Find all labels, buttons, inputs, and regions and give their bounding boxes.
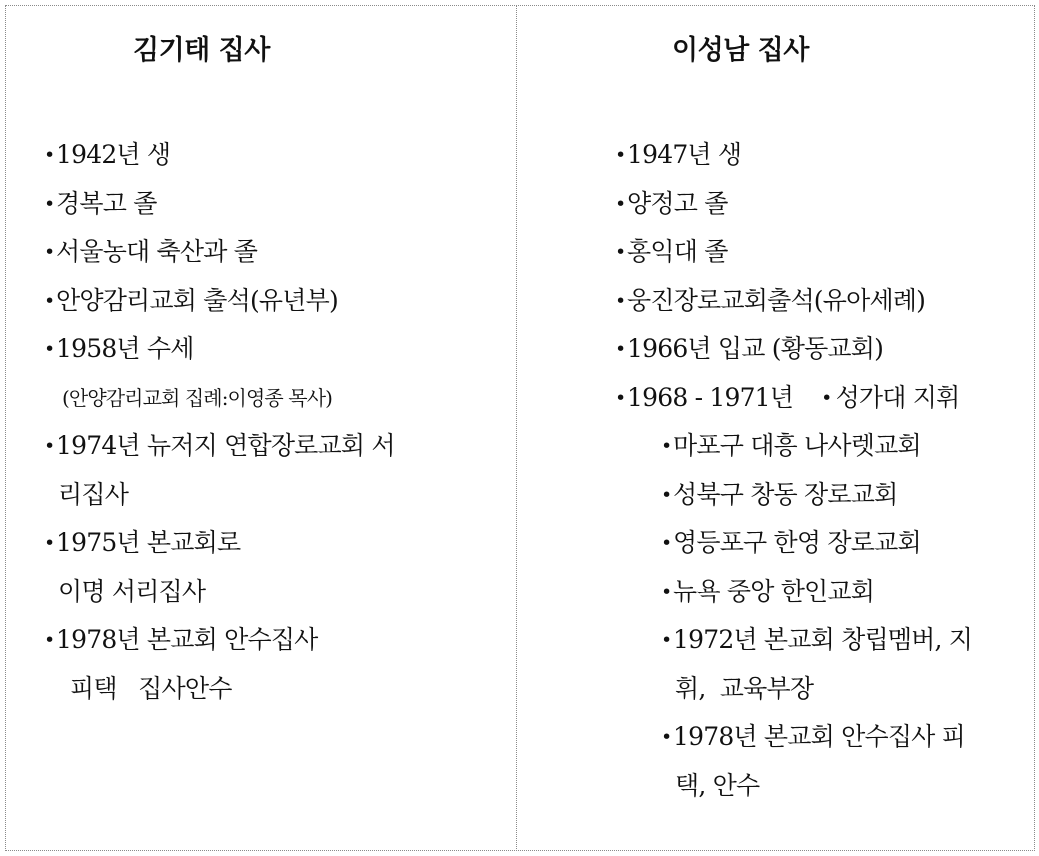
list-item: •홍익대 졸 xyxy=(615,228,1025,277)
bullet-icon: • xyxy=(44,435,55,457)
list-item-sub: •영등포구 한영 장로교회 xyxy=(615,519,1025,568)
list-item-sub: •1972년 본교회 창립멤버, 지 xyxy=(615,616,1025,665)
bullet-icon: • xyxy=(615,386,626,409)
bullet-icon: • xyxy=(615,338,626,360)
list-item: •1947년 생 xyxy=(615,131,1025,180)
list-item: •1958년 수세 xyxy=(44,325,504,374)
list-item: •1966년 입교 (황동교회) xyxy=(615,325,1025,374)
list-item-continuation: 리집사 xyxy=(58,479,129,509)
bullet-icon: • xyxy=(615,289,626,312)
list-item: •경복고 졸 xyxy=(44,180,504,229)
bullet-icon: • xyxy=(661,726,672,748)
bullet-icon: • xyxy=(44,532,55,554)
bullet-icon: • xyxy=(615,241,626,263)
bullet-icon: • xyxy=(661,483,672,506)
list-item: •1978년 본교회 안수집사 xyxy=(44,616,504,665)
bullet-icon: • xyxy=(661,629,672,651)
bullet-icon: • xyxy=(44,144,55,166)
list-item: •1975년 본교회로 xyxy=(44,519,504,568)
bullet-icon: • xyxy=(615,144,626,166)
list-item-continuation: 이명 서리집사 xyxy=(58,576,206,606)
bullet-icon: • xyxy=(44,241,55,263)
left-column xyxy=(0,0,516,856)
list-item: •1942년 생 xyxy=(44,131,504,180)
list-item-continuation: 택, 안수 xyxy=(675,770,760,800)
bullet-icon: • xyxy=(615,192,626,215)
bullet-icon: • xyxy=(44,338,55,360)
list-item: •1968 - 1971년 • 성가대 지휘 xyxy=(615,374,1025,423)
bullet-icon: • xyxy=(661,435,672,457)
left-column-title: 김기태 집사 xyxy=(133,35,270,66)
left-profile-list xyxy=(44,131,504,713)
right-column-title: 이성남 집사 xyxy=(672,35,809,66)
bullet-icon: • xyxy=(661,580,672,603)
bullet-icon: • xyxy=(821,386,832,409)
bullet-icon: • xyxy=(44,629,55,651)
list-item: •양정고 졸 xyxy=(615,180,1025,229)
list-item-note: (안양감리교회 집례:이영종 목사) xyxy=(62,385,333,410)
right-profile-list xyxy=(615,131,1025,810)
list-item-continuation: 피택 집사안수 xyxy=(70,673,232,703)
bullet-icon: • xyxy=(44,289,55,312)
list-item: •서울농대 축산과 졸 xyxy=(44,228,504,277)
list-item-sub: •뉴욕 중앙 한인교회 xyxy=(615,568,1025,617)
list-item: •1974년 뉴저지 연합장로교회 서 xyxy=(44,422,504,471)
list-item-sub: •1978년 본교회 안수집사 피 xyxy=(615,713,1025,762)
list-item-sub: •성북구 창동 장로교회 xyxy=(615,471,1025,520)
choir-conductor-label: 성가대 지휘 xyxy=(835,382,960,412)
list-item-sub: •마포구 대흥 나사렛교회 xyxy=(615,422,1025,471)
list-item: •안양감리교회 출석(유년부) xyxy=(44,277,504,326)
list-item: •웅진장로교회출석(유아세례) xyxy=(615,277,1025,326)
bullet-icon: • xyxy=(44,192,55,215)
bullet-icon: • xyxy=(661,532,672,554)
right-column xyxy=(517,0,1035,856)
list-item-continuation: 휘, 교육부장 xyxy=(675,673,814,703)
